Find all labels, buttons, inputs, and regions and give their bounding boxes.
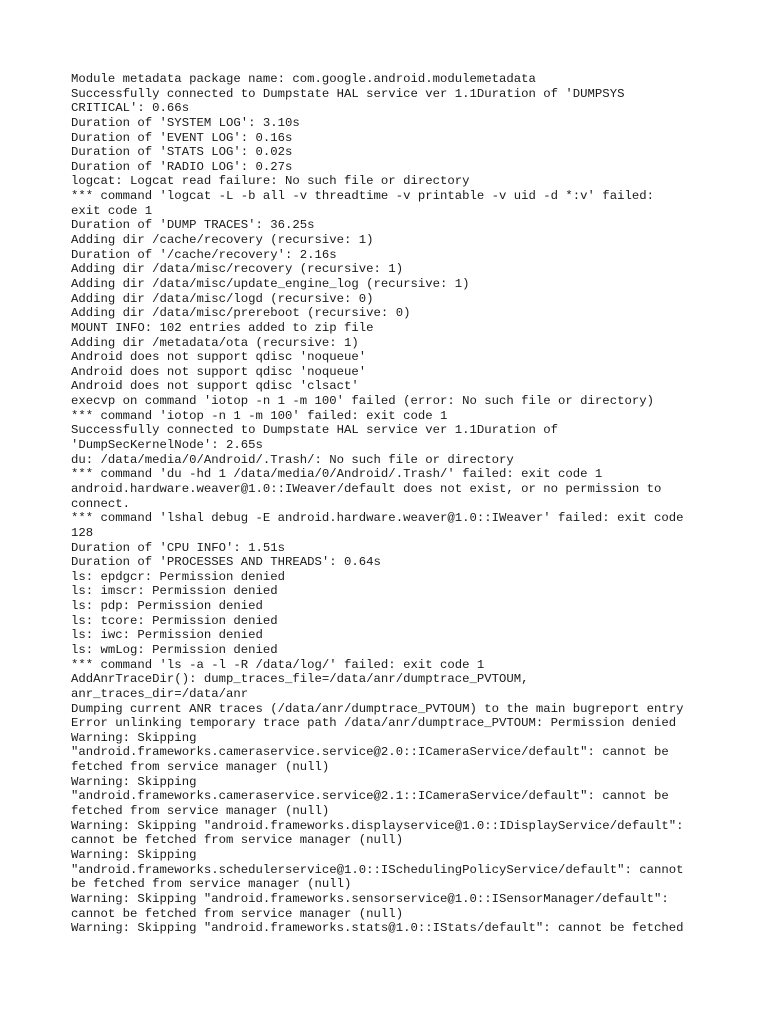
log-line: *** command 'ls -a -l -R /data/log/' failed: exit code 1: [71, 657, 485, 672]
log-line: *** command 'lshal debug -E android.hardware.weaver@1.0::IWeaver' failed: exit code: [71, 511, 684, 526]
log-line: MOUNT INFO: 102 entries added to zip file: [71, 320, 374, 335]
log-line: *** command 'logcat -L -b all -v threadtime -v printable -v uid -d *:v' failed:: [71, 189, 654, 204]
log-line: anr_traces_dir=/data/anr: [71, 686, 249, 701]
log-line: "android.frameworks.schedulerservice@1.0::ISchedulingPolicyService/default": cannot: [71, 862, 684, 877]
log-line: Warning: Skipping: [71, 774, 197, 789]
log-line: 'DumpSecKernelNode': 2.65s: [71, 438, 263, 453]
log-line: cannot be fetched from service manager (null): [71, 833, 404, 848]
log-line: Android does not support qdisc 'clsact': [71, 379, 359, 394]
log-line: Warning: Skipping "android.frameworks.displayservice@1.0::IDisplayService/default":: [71, 818, 684, 833]
log-line: android.hardware.weaver@1.0::IWeaver/default does not exist, or no permission to: [71, 481, 662, 496]
log-line: Duration of '/cache/recovery': 2.16s: [71, 247, 337, 262]
log-line: fetched from service manager (null): [71, 804, 330, 819]
log-line: CRITICAL': 0.66s: [71, 101, 190, 116]
log-line: Adding dir /metadata/ota (recursive: 1): [71, 335, 359, 350]
log-line: Duration of 'PROCESSES AND THREADS': 0.64s: [71, 555, 381, 570]
log-line: "android.frameworks.cameraservice.service@2.0::ICameraService/default": cannot be: [71, 745, 669, 760]
log-line: ls: imscr: Permission denied: [71, 584, 278, 599]
log-text-body: [71, 72, 711, 936]
log-line: Android does not support qdisc 'noqueue': [71, 364, 367, 379]
log-line: be fetched from service manager (null): [71, 877, 352, 892]
log-line: Warning: Skipping: [71, 730, 197, 745]
log-line: Duration of 'CPU INFO': 1.51s: [71, 540, 286, 555]
log-line: du: /data/media/0/Android/.Trash/: No such file or directory: [71, 452, 514, 467]
log-line: connect.: [71, 496, 131, 511]
log-line: Duration of 'SYSTEM LOG': 3.10s: [71, 115, 300, 130]
log-line: Adding dir /data/misc/recovery (recursive: 1): [71, 262, 404, 277]
log-line: Adding dir /data/misc/logd (recursive: 0): [71, 291, 374, 306]
log-line: ls: epdgcr: Permission denied: [71, 569, 286, 584]
log-line: Duration of 'STATS LOG': 0.02s: [71, 145, 293, 160]
log-line: ls: wmLog: Permission denied: [71, 642, 278, 657]
log-line: "android.frameworks.cameraservice.service@2.1::ICameraService/default": cannot be: [71, 789, 669, 804]
log-line: Error unlinking temporary trace path /data/anr/dumptrace_PVTOUM: Permission denied: [71, 716, 677, 731]
log-line: Module metadata package name: com.google.android.modulemetadata: [71, 72, 536, 86]
log-line: Duration of 'EVENT LOG': 0.16s: [71, 130, 293, 145]
log-line: Warning: Skipping "android.frameworks.sensorservice@1.0::ISensorManager/default":: [71, 891, 669, 906]
log-line: Dumping current ANR traces (/data/anr/dumptrace_PVTOUM) to the main bugreport entry: [71, 701, 684, 716]
log-line: Warning: Skipping "android.frameworks.stats@1.0::IStats/default": cannot be fetched: [71, 921, 684, 936]
log-line: *** command 'du -hd 1 /data/media/0/Android/.Trash/' failed: exit code 1: [71, 467, 603, 482]
log-line: Successfully connected to Dumpstate HAL service ver 1.1Duration of: [71, 423, 559, 438]
log-line: Successfully connected to Dumpstate HAL service ver 1.1Duration of 'DUMPSYS: [71, 86, 625, 101]
log-line: 128: [71, 525, 94, 540]
log-line: ls: tcore: Permission denied: [71, 613, 278, 628]
log-line: AddAnrTraceDir(): dump_traces_file=/data/anr/dumptrace_PVTOUM,: [71, 672, 529, 687]
log-line: Warning: Skipping: [71, 847, 197, 862]
log-line: Android does not support qdisc 'noqueue': [71, 350, 367, 365]
log-line: Duration of 'RADIO LOG': 0.27s: [71, 159, 293, 174]
log-line: Duration of 'DUMP TRACES': 36.25s: [71, 218, 315, 233]
log-line: Adding dir /data/misc/update_engine_log (recursive: 1): [71, 276, 470, 291]
log-line: Adding dir /cache/recovery (recursive: 1): [71, 233, 374, 248]
log-line: cannot be fetched from service manager (null): [71, 906, 404, 921]
log-line: Adding dir /data/misc/prereboot (recursive: 0): [71, 306, 411, 321]
log-line: logcat: Logcat read failure: No such file or directory: [71, 174, 470, 189]
log-line: ls: pdp: Permission denied: [71, 599, 263, 614]
log-line: *** command 'iotop -n 1 -m 100' failed: exit code 1: [71, 408, 448, 423]
log-line: ls: iwc: Permission denied: [71, 628, 263, 643]
log-line: exit code 1: [71, 203, 153, 218]
log-line: fetched from service manager (null): [71, 760, 330, 775]
log-line: execvp on command 'iotop -n 1 -m 100' failed (error: No such file or directory): [71, 394, 654, 409]
